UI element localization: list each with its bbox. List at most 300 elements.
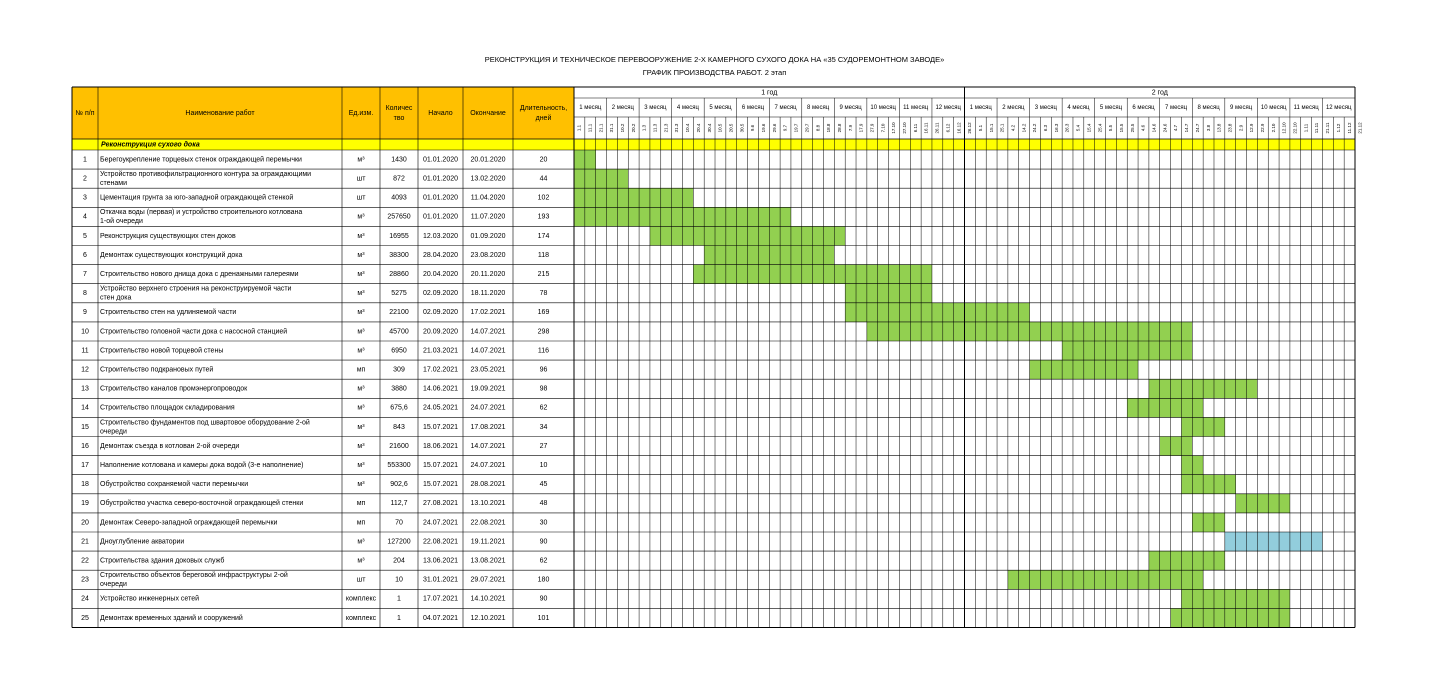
row-unit: шт [356, 576, 366, 584]
month-label: 10 месяц [1260, 105, 1287, 112]
row-unit: м³ [357, 213, 365, 221]
row-name: Демонтаж съезда в котлован 2-ой очереди [100, 442, 240, 450]
row-name: Устройство инженерных сетей [100, 595, 200, 603]
period-label: 24.7 [1194, 123, 1200, 133]
month-label: 9 месяц [1230, 105, 1253, 112]
period-label: 14.6 [1151, 123, 1157, 133]
period-label: 16.11 [923, 122, 929, 134]
row-start: 20.09.2020 [422, 328, 459, 336]
row-qty: 309 [393, 366, 405, 374]
period-label: 5.1 [977, 124, 983, 132]
row-start: 27.08.2021 [422, 500, 459, 508]
row-start: 01.01.2020 [422, 194, 459, 202]
row-name: Строительство каналов промэнергопроводок [100, 385, 248, 393]
row-qty: 843 [393, 423, 405, 431]
row-start: 17.07.2021 [422, 595, 459, 603]
row-end: 14.07.2021 [470, 328, 506, 336]
period-label: 11.12 [1346, 122, 1352, 134]
month-label: 5 месяц [709, 105, 732, 112]
row-unit: м³ [357, 385, 365, 393]
col-header-start: Начало [428, 109, 453, 117]
row-qty: 112,7 [390, 500, 408, 508]
row-duration: 27 [539, 442, 548, 450]
row-name: Строительства здания доковых служб [100, 557, 225, 565]
row-number: 9 [83, 309, 87, 317]
row-name: Устройство противофильтрационного контура за ограждающими [100, 170, 312, 178]
period-label: 4.7 [1173, 124, 1179, 132]
period-label: 8.8 [815, 124, 821, 132]
row-start: 24.07.2021 [422, 519, 459, 527]
row-qty: 22100 [389, 309, 409, 317]
row-number: 4 [83, 213, 87, 221]
row-start: 04.07.2021 [422, 614, 459, 622]
period-label: 20.2 [630, 123, 636, 133]
period-label: 26.11 [934, 122, 940, 134]
row-number: 12 [81, 366, 89, 374]
period-label: 14.7 [1184, 123, 1190, 133]
period-label: 26.3 [1064, 123, 1070, 133]
row-qty: 21600 [389, 442, 409, 450]
row-unit: м³ [357, 270, 365, 278]
row-qty: 553300 [387, 461, 411, 469]
row-number: 22 [81, 557, 89, 565]
row-name: Демонтаж существующих конструкций дока [100, 251, 243, 259]
row-duration: 118 [537, 251, 550, 259]
month-label: 4 месяц [676, 105, 699, 112]
row-number: 25 [81, 614, 89, 622]
period-label: 21.12 [1357, 122, 1363, 134]
row-duration: 20 [539, 156, 548, 164]
period-label: 25.1 [999, 123, 1005, 133]
row-duration: 90 [539, 595, 548, 603]
row-end: 14.10.2021 [470, 595, 506, 603]
row-number: 24 [81, 595, 89, 603]
row-start: 20.04.2020 [422, 270, 459, 278]
row-duration: 98 [539, 385, 548, 393]
period-label: 29.7 [804, 123, 810, 133]
month-label: 7 месяц [774, 105, 797, 112]
row-start: 01.01.2020 [422, 156, 459, 164]
period-label: 19.7 [793, 123, 799, 133]
row-end: 19.11.2021 [470, 538, 506, 546]
row-name: Обустройство сохраняемой части перемычки [100, 481, 249, 489]
period-label: 17.10 [891, 122, 897, 134]
period-label: 31.1 [609, 123, 615, 133]
row-duration: 215 [537, 270, 550, 278]
period-label: 21.1 [598, 123, 604, 133]
row-duration: 78 [539, 290, 548, 298]
period-label: 6.12 [945, 123, 951, 133]
gantt-bar [1192, 513, 1225, 532]
row-start: 31.01.2021 [422, 576, 459, 584]
section-title: Реконструкция сухого дока [101, 141, 200, 149]
row-duration: 30 [539, 519, 548, 527]
row-qty: 902,6 [390, 481, 408, 489]
row-name: Берегоукрепление торцевых стенок ограждающей перемычки [100, 156, 302, 164]
row-end: 24.07.2021 [470, 404, 506, 412]
period-label: 6.11 [912, 123, 918, 133]
row-unit: м³ [357, 347, 365, 355]
row-end: 22.08.2021 [470, 519, 506, 527]
row-duration: 101 [537, 614, 550, 622]
sheet-title: РЕКОНСТРУКЦИЯ И ТЕХНИЧЕСКОЕ ПЕРЕВООРУЖЕНИЕ 2-Х КАМЕРНОГО СУХОГО ДОКА НА «35 СУДОРЕМОНТНОМ ЗАВОДЕ» [484, 55, 945, 64]
row-duration: 10 [539, 461, 548, 469]
row-unit: мп [356, 500, 366, 508]
period-label: 18.8 [826, 123, 832, 133]
row-qty: 4093 [391, 194, 407, 202]
row-qty: 5275 [391, 290, 407, 298]
month-label: 3 месяц [644, 105, 667, 112]
period-label: 6.3 [1043, 124, 1049, 132]
month-label: 1 месяц [969, 105, 992, 112]
row-qty: 10 [395, 576, 403, 584]
month-label: 6 месяц [1132, 105, 1155, 112]
period-label: 22.9 [1259, 123, 1265, 133]
row-qty: 45700 [389, 328, 409, 336]
row-name: очереди [100, 428, 127, 436]
col-header-unit: Ед.изм. [348, 109, 374, 117]
gantt-bar [1160, 437, 1193, 456]
row-unit: мп [356, 366, 366, 374]
period-label: 11.11 [1314, 122, 1320, 134]
col-header-num: № п/п [75, 109, 95, 117]
row-duration: 298 [537, 328, 550, 336]
row-qty: 204 [393, 557, 405, 565]
row-qty: 28860 [389, 270, 409, 278]
row-end: 24.07.2021 [470, 461, 506, 469]
row-duration: 102 [537, 194, 550, 202]
row-qty: 675,6 [390, 404, 408, 412]
row-end: 19.09.2021 [470, 385, 506, 393]
month-label: 9 месяц [839, 105, 862, 112]
row-name: 1-ой очереди [100, 218, 143, 226]
row-unit: м³ [357, 290, 365, 298]
period-label: 24.6 [1162, 123, 1168, 133]
period-label: 7.10 [880, 123, 886, 133]
period-label: 7.9 [847, 124, 853, 132]
gantt-bar [1225, 532, 1323, 551]
month-label: 1 месяц [579, 105, 602, 112]
period-label: 11.1 [587, 123, 593, 133]
period-label: 25.4 [1097, 123, 1103, 133]
month-label: 12 месяц [1325, 105, 1352, 112]
row-duration: 45 [539, 481, 548, 489]
row-unit: м³ [357, 461, 365, 469]
row-number: 3 [83, 194, 87, 202]
row-number: 19 [81, 500, 89, 508]
month-label: 11 месяц [903, 105, 929, 112]
row-qty: 38300 [389, 251, 409, 259]
row-number: 5 [83, 232, 87, 240]
period-label: 12.9 [1249, 123, 1255, 133]
row-start: 15.07.2021 [422, 481, 459, 489]
month-label: 2 месяц [611, 105, 634, 112]
row-start: 28.04.2020 [422, 251, 459, 259]
row-number: 16 [81, 442, 89, 450]
period-label: 25.5 [1129, 123, 1135, 133]
month-label: 4 месяц [1067, 105, 1090, 112]
row-end: 28.08.2021 [470, 481, 506, 489]
period-label: 13.8 [1216, 123, 1222, 133]
gantt-bar [1127, 398, 1203, 417]
row-number: 23 [81, 576, 89, 584]
period-label: 26.12 [967, 122, 973, 134]
period-label: 21.11 [1325, 122, 1331, 134]
month-label: 8 месяц [806, 105, 830, 112]
year-label: 1 год [761, 89, 778, 97]
col-header-qty-line2: тво [393, 114, 405, 122]
row-unit: м³ [357, 251, 365, 259]
period-label: 9.7 [782, 124, 788, 132]
period-label: 19.6 [761, 123, 767, 133]
row-start: 13.06.2021 [422, 557, 459, 565]
row-start: 24.05.2021 [422, 404, 459, 412]
row-name: стен дока [100, 294, 132, 302]
row-number: 15 [81, 423, 89, 431]
row-duration: 90 [539, 538, 548, 546]
period-label: 31.3 [674, 123, 680, 133]
month-label: 5 месяц [1099, 105, 1123, 112]
month-label: 10 месяц [870, 105, 896, 112]
row-duration: 96 [539, 366, 548, 374]
row-start: 01.01.2020 [422, 213, 459, 221]
row-name: Демонтаж Северо-западной ограждающей перемычки [100, 519, 278, 527]
row-qty: 1 [397, 614, 401, 622]
period-label: 10.5 [717, 123, 723, 133]
col-header-name: Наименование работ [185, 109, 255, 117]
gantt-bar [1236, 494, 1290, 513]
gantt-bar [1149, 551, 1225, 570]
period-label: 24.2 [1032, 123, 1038, 133]
row-duration: 62 [539, 557, 548, 565]
period-label: 10.2 [620, 123, 625, 133]
row-qty: 16955 [389, 232, 409, 240]
row-start: 22.08.2021 [422, 538, 459, 546]
row-name: Цементация грунта за юго-западной ограждающей стенкой [100, 194, 294, 202]
section-row [72, 139, 1355, 150]
row-name: Устройство верхнего строения на реконструируемой части [100, 285, 292, 293]
row-unit: м³ [357, 538, 365, 546]
period-label: 20.5 [728, 123, 734, 133]
row-unit: комплекс [345, 595, 377, 603]
row-unit: м³ [357, 423, 365, 431]
row-end: 14.07.2021 [470, 347, 506, 355]
row-end: 14.07.2021 [470, 442, 506, 450]
row-name: очереди [100, 581, 127, 589]
row-name: Строительство площадок складирования [100, 404, 235, 412]
row-duration: 62 [539, 404, 548, 412]
row-name: Наполнение котлована и камеры дока водой (3-е наполнение) [100, 461, 304, 469]
row-name: Дноуглубление акватории [100, 538, 185, 546]
period-label: 15.5 [1118, 123, 1124, 133]
month-label: 2 месяц [1002, 105, 1025, 112]
period-label: 1.12 [1335, 123, 1341, 133]
period-label: 29.6 [771, 123, 777, 133]
row-unit: шт [356, 194, 366, 202]
row-end: 23.05.2021 [470, 366, 506, 374]
row-name: Строительство подкрановых путей [100, 366, 214, 374]
row-unit: м³ [357, 328, 365, 336]
row-qty: 6950 [391, 347, 407, 355]
row-end: 18.11.2020 [470, 290, 506, 298]
row-qty: 257650 [387, 213, 411, 221]
period-label: 27.10 [902, 122, 908, 134]
row-start: 17.02.2021 [422, 366, 459, 374]
sheet-subtitle: ГРАФИК ПРОИЗВОДСТВА РАБОТ. 2 этап [642, 68, 787, 77]
row-number: 10 [81, 328, 89, 336]
row-number: 13 [81, 385, 89, 393]
row-unit: м³ [357, 557, 365, 565]
period-label: 5.4 [1075, 124, 1081, 132]
row-start: 18.06.2021 [422, 442, 459, 450]
period-label: 9.6 [750, 124, 756, 132]
row-end: 12.10.2021 [470, 614, 506, 622]
period-label: 1.1 [576, 124, 582, 132]
period-label: 22.10 [1292, 122, 1298, 134]
row-name: Откачка воды (первая) и устройство строительного котлована [100, 209, 303, 217]
row-number: 20 [81, 519, 89, 527]
row-unit: комплекс [345, 614, 377, 622]
row-duration: 180 [537, 576, 550, 584]
col-header-qty-line1: Количес [385, 104, 413, 112]
row-duration: 48 [539, 500, 548, 508]
row-name: Строительство фундаментов под швартовое оборудование 2-ой [100, 419, 310, 427]
row-number: 8 [83, 290, 87, 298]
row-end: 13.02.2020 [470, 175, 506, 183]
row-qty: 1430 [391, 156, 407, 164]
row-duration: 116 [537, 347, 550, 355]
period-label: 4.2 [1010, 124, 1016, 132]
row-number: 17 [81, 461, 89, 469]
period-label: 1.11 [1303, 123, 1309, 133]
row-start: 02.09.2020 [422, 309, 459, 317]
period-label: 27.9 [869, 123, 875, 133]
row-unit: м³ [357, 156, 365, 164]
period-label: 28.8 [836, 123, 842, 133]
row-end: 20.11.2020 [470, 270, 506, 278]
row-duration: 174 [537, 232, 550, 240]
period-label: 11.3 [652, 123, 658, 133]
row-unit: м³ [357, 232, 365, 240]
row-number: 21 [81, 538, 89, 546]
row-number: 6 [83, 251, 87, 259]
row-name: Строительство головной части дока с насосной станцией [100, 328, 288, 336]
gantt-bar [574, 169, 628, 188]
row-number: 18 [81, 481, 89, 489]
row-duration: 34 [539, 423, 548, 431]
col-header-dur-line2: дней [535, 114, 552, 122]
row-qty: 3880 [391, 385, 407, 393]
row-name: Строительство стен на удлиняемой части [100, 309, 237, 317]
gantt-bar [1171, 608, 1290, 627]
row-number: 1 [83, 156, 87, 164]
period-label: 12.10 [1281, 122, 1287, 134]
period-label: 2.10 [1270, 123, 1276, 133]
month-label: 11 месяц [1293, 105, 1319, 112]
row-name: Строительство новой торцевой стены [100, 347, 224, 355]
row-unit: м³ [357, 404, 365, 412]
month-label: 7 месяц [1164, 105, 1188, 112]
period-label: 2.9 [1238, 124, 1244, 132]
period-label: 1.3 [641, 124, 647, 132]
row-duration: 44 [539, 175, 548, 183]
period-label: 17.9 [858, 123, 864, 133]
row-unit: м³ [357, 442, 365, 450]
month-label: 8 месяц [1197, 105, 1220, 112]
period-label: 30.4 [706, 123, 712, 133]
row-number: 14 [81, 404, 89, 412]
period-label: 4.6 [1140, 124, 1146, 132]
month-label: 6 месяц [741, 105, 765, 112]
period-label: 14.2 [1021, 123, 1027, 133]
row-start: 01.01.2020 [422, 175, 459, 183]
row-unit: м³ [357, 309, 365, 317]
row-start: 15.07.2021 [422, 461, 459, 469]
gantt-bar [1181, 475, 1235, 494]
row-end: 17.02.2021 [470, 309, 506, 317]
row-number: 7 [83, 270, 87, 278]
row-unit: шт [356, 175, 366, 183]
row-end: 11.04.2020 [470, 194, 506, 202]
row-unit: мп [356, 519, 366, 527]
row-end: 13.10.2021 [470, 500, 506, 508]
row-unit: м³ [357, 481, 365, 489]
month-label: 3 месяц [1034, 105, 1057, 112]
period-label: 3.8 [1205, 124, 1211, 132]
period-label: 16.3 [1053, 123, 1059, 133]
period-label: 10.4 [685, 123, 691, 133]
row-end: 20.01.2020 [470, 156, 506, 164]
period-label: 30.5 [739, 123, 745, 133]
period-label: 15.4 [1086, 123, 1092, 133]
row-number: 11 [81, 347, 89, 355]
row-name: Реконструкция существующих стен доков [100, 232, 236, 240]
row-end: 29.07.2021 [470, 576, 506, 584]
period-label: 15.1 [988, 123, 994, 133]
row-end: 13.08.2021 [470, 557, 506, 565]
row-duration: 193 [537, 213, 550, 221]
month-label: 12 месяц [935, 105, 961, 112]
year-label: 2 год [1151, 89, 1168, 97]
row-number: 2 [83, 175, 87, 183]
period-label: 21.3 [663, 123, 669, 133]
row-start: 02.09.2020 [422, 290, 459, 298]
row-end: 23.08.2020 [470, 251, 506, 259]
gantt-bar [845, 303, 1029, 322]
period-label: 20.4 [695, 123, 701, 133]
col-header-end: Окончание [470, 109, 506, 117]
period-label: 5.5 [1108, 124, 1114, 132]
row-end: 17.08.2021 [470, 423, 506, 431]
period-label: 16.12 [956, 122, 962, 134]
row-start: 12.03.2020 [422, 232, 459, 240]
row-end: 11.07.2020 [470, 213, 506, 221]
row-name: Строительство объектов береговой инфраструктуры 2-ой [100, 572, 288, 580]
period-label: 23.8 [1227, 123, 1233, 133]
row-name: Обустройство участка северо-восточной ограждающей стенки [100, 500, 304, 508]
gantt-bar [574, 188, 693, 207]
row-start: 14.06.2021 [422, 385, 459, 393]
row-start: 21.03.2021 [422, 347, 459, 355]
col-header-dur-line1: Длительность, [519, 104, 568, 112]
row-qty: 1 [397, 595, 401, 603]
row-name: Строительство нового днища дока с дренажными галереями [100, 270, 299, 278]
row-qty: 127200 [387, 538, 411, 546]
row-start: 15.07.2021 [422, 423, 459, 431]
row-name: стенами [100, 179, 128, 187]
row-qty: 872 [393, 175, 405, 183]
row-duration: 169 [537, 309, 550, 317]
